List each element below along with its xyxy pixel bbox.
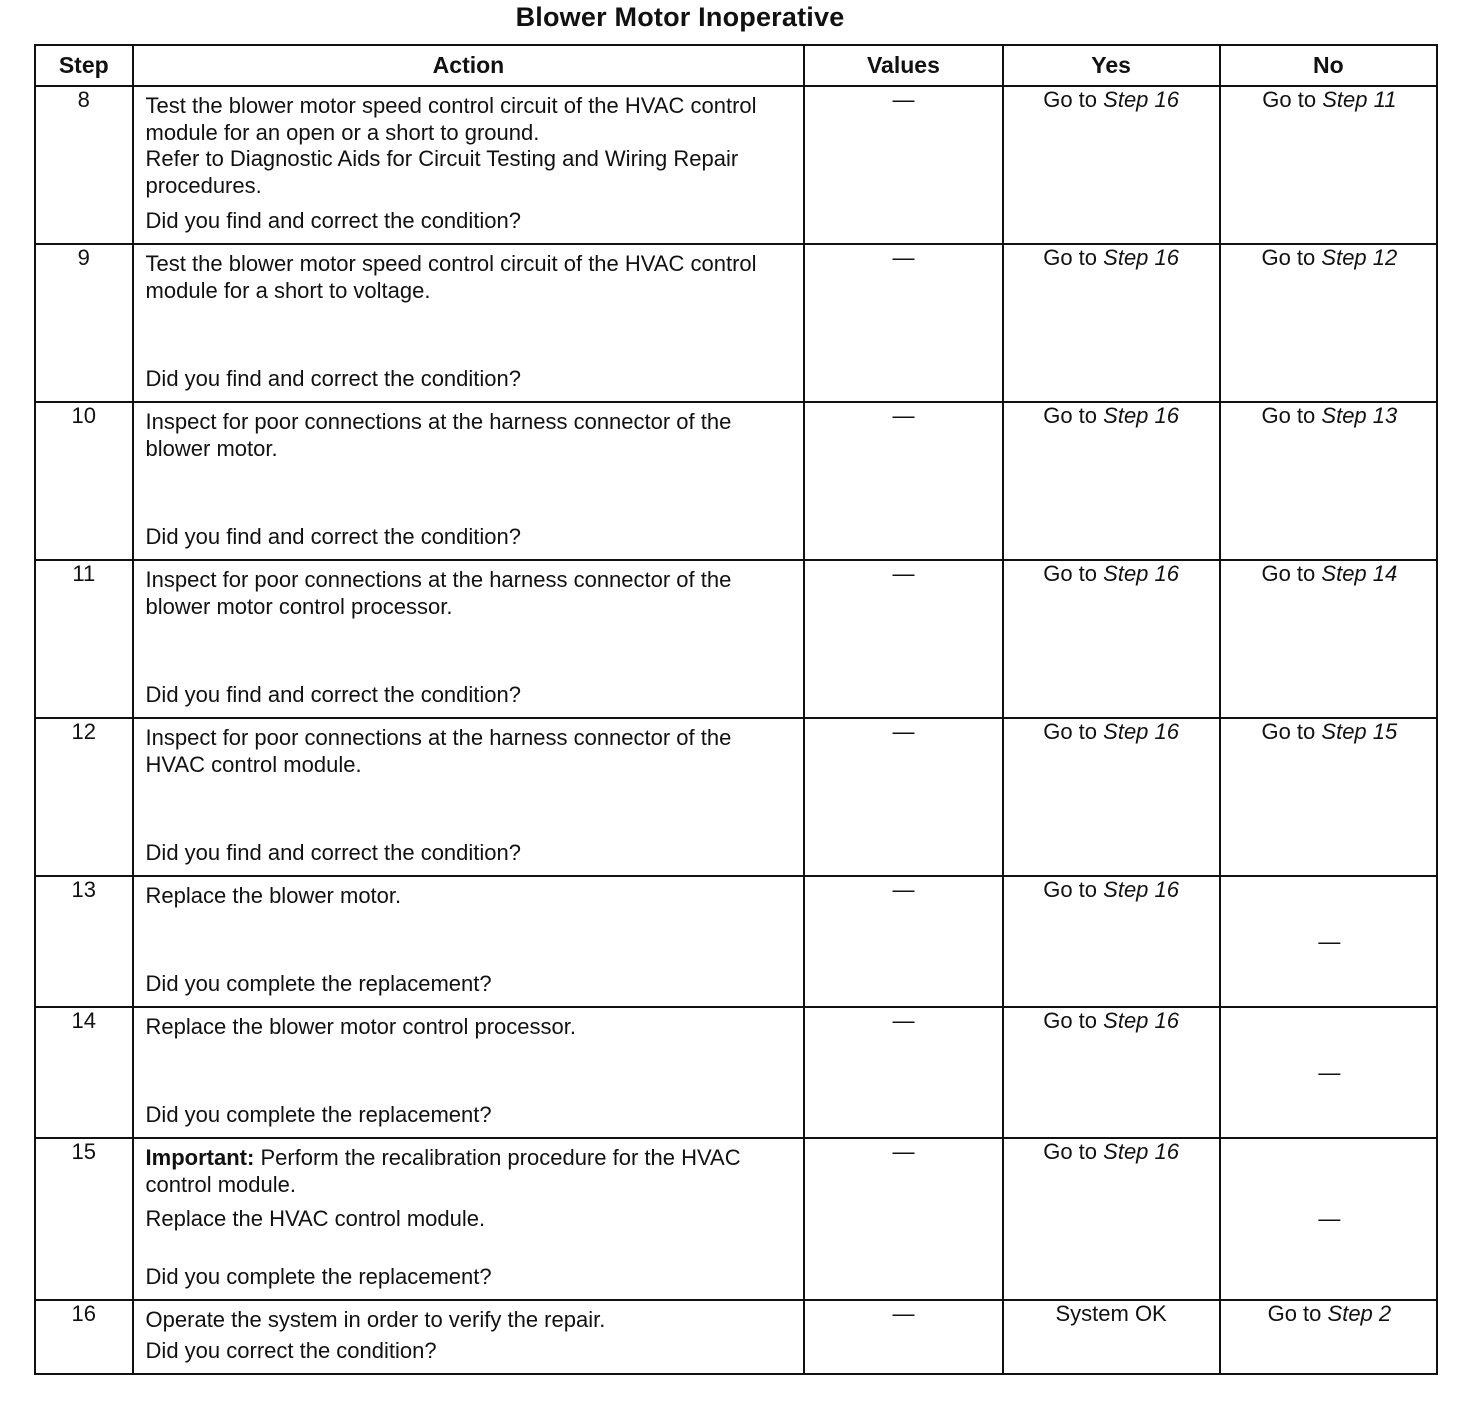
table-row: [35, 1007, 1437, 1138]
action-text: Operate the system in order to verify the repair.: [145, 1307, 606, 1332]
goto-prefix: Go to: [1043, 877, 1098, 902]
goto-prefix: Go to: [1043, 245, 1098, 270]
goto-prefix: Go to: [1043, 87, 1098, 112]
goto-prefix: Go to: [1261, 719, 1316, 744]
no-cell: [1220, 86, 1437, 244]
important-text: Perform the recalibration procedure for the HVAC control module.: [145, 1145, 741, 1197]
header-action: Action: [133, 45, 805, 86]
action-question: Did you complete the replacement?: [145, 970, 492, 996]
action-question: Did you complete the replacement?: [145, 1263, 492, 1289]
values-cell: —: [804, 1007, 1002, 1138]
action-text: Inspect for poor connections at the harness connector of the blower motor.: [145, 409, 732, 461]
action-text: Inspect for poor connections at the harness connector of the HVAC control module.: [145, 725, 732, 777]
yes-step-link[interactable]: Step 16: [1103, 245, 1179, 270]
action-question: Did you complete the replacement?: [145, 1101, 492, 1127]
page-title: Blower Motor Inoperative: [515, 2, 845, 32]
goto-prefix: Go to: [1267, 1301, 1322, 1326]
goto-prefix: Go to: [1261, 245, 1316, 270]
no-cell: [1220, 718, 1437, 876]
yes-result-text: System OK: [1055, 1301, 1167, 1326]
values-cell: —: [804, 1138, 1002, 1300]
yes-cell: [1003, 1300, 1220, 1374]
action-cell: [133, 244, 805, 402]
action-cell: [133, 560, 805, 718]
no-cell: [1220, 1007, 1437, 1138]
goto-prefix: Go to: [1261, 561, 1316, 586]
no-step-link[interactable]: Step 15: [1321, 719, 1398, 744]
no-cell: [1220, 244, 1437, 402]
goto-prefix: Go to: [1043, 403, 1098, 428]
action-text: Refer to Diagnostic Aids for Circuit Testing and Wiring Repair procedures.: [145, 146, 739, 198]
yes-step-link[interactable]: Step 16: [1103, 1139, 1179, 1164]
action-cell: [133, 402, 805, 560]
action-cell: [133, 876, 805, 1007]
goto-prefix: Go to: [1262, 87, 1317, 112]
diagnostic-table: [34, 44, 1438, 1375]
yes-cell: [1003, 244, 1220, 402]
action-question: Did you find and correct the condition?: [145, 523, 521, 549]
action-cell: [133, 718, 805, 876]
action-text: Test the blower motor speed control circuit of the HVAC control module for an open or a short to ground.: [145, 93, 757, 145]
action-cell: [133, 86, 805, 244]
action-cell: [133, 1007, 805, 1138]
yes-cell: [1003, 86, 1220, 244]
values-cell: —: [804, 718, 1002, 876]
step-number: 15: [35, 1138, 133, 1300]
header-step: Step: [35, 45, 133, 86]
no-result-text: —: [1318, 1059, 1341, 1085]
step-number: 12: [35, 718, 133, 876]
header-no: No: [1220, 45, 1437, 86]
no-step-link[interactable]: Step 13: [1321, 403, 1398, 428]
step-number: 11: [35, 560, 133, 718]
table-row: [35, 1300, 1437, 1374]
no-cell: [1220, 560, 1437, 718]
values-cell: —: [804, 244, 1002, 402]
table-row: [35, 86, 1437, 244]
header-values: Values: [804, 45, 1002, 86]
yes-step-link[interactable]: Step 16: [1103, 877, 1179, 902]
important-note: [146, 1145, 792, 1198]
action-cell: [133, 1300, 805, 1374]
yes-cell: [1003, 1138, 1220, 1300]
values-cell: —: [804, 402, 1002, 560]
no-step-link[interactable]: Step 14: [1321, 561, 1398, 586]
action-text: Test the blower motor speed control circuit of the HVAC control module for a short to voltage.: [145, 251, 757, 303]
important-label: Important:: [145, 1145, 255, 1170]
no-step-link[interactable]: Step 12: [1321, 245, 1398, 270]
table-header-row: [35, 45, 1437, 86]
no-cell: [1220, 1300, 1437, 1374]
step-number: 8: [35, 86, 133, 244]
table-row: [35, 876, 1437, 1007]
goto-prefix: Go to: [1043, 561, 1098, 586]
action-cell: [133, 1138, 805, 1300]
no-result-text: —: [1318, 1206, 1341, 1231]
yes-cell: [1003, 402, 1220, 560]
no-result-text: —: [1318, 928, 1341, 954]
step-number: 14: [35, 1007, 133, 1138]
yes-step-link[interactable]: Step 16: [1103, 719, 1179, 744]
table-row: [35, 718, 1437, 876]
header-yes: Yes: [1003, 45, 1220, 86]
action-text: Replace the blower motor.: [145, 883, 402, 908]
step-number: 13: [35, 876, 133, 1007]
action-text: Inspect for poor connections at the harness connector of the blower motor control processor.: [145, 567, 732, 619]
yes-cell: [1003, 718, 1220, 876]
yes-step-link[interactable]: Step 16: [1103, 1008, 1179, 1033]
no-cell: [1220, 876, 1437, 1007]
yes-step-link[interactable]: Step 16: [1103, 561, 1179, 586]
goto-prefix: Go to: [1043, 719, 1098, 744]
step-number: 9: [35, 244, 133, 402]
table-body: [35, 86, 1437, 1374]
no-cell: [1220, 1138, 1437, 1300]
action-question: Did you find and correct the condition?: [145, 839, 521, 865]
step-number: 16: [35, 1300, 133, 1374]
values-cell: —: [804, 876, 1002, 1007]
action-text: Replace the HVAC control module.: [145, 1206, 486, 1231]
goto-prefix: Go to: [1043, 1139, 1098, 1164]
goto-prefix: Go to: [1043, 1008, 1098, 1033]
yes-step-link[interactable]: Step 16: [1103, 403, 1179, 428]
no-step-link[interactable]: Step 2: [1327, 1301, 1392, 1326]
yes-cell: [1003, 560, 1220, 718]
action-question: Did you find and correct the condition?: [145, 681, 521, 707]
values-cell: —: [804, 560, 1002, 718]
action-question: Did you correct the condition?: [145, 1337, 437, 1363]
no-cell: [1220, 402, 1437, 560]
values-cell: —: [804, 86, 1002, 244]
table-row: [35, 402, 1437, 560]
action-text: Replace the blower motor control processor.: [145, 1014, 576, 1039]
action-question: Did you find and correct the condition?: [145, 207, 521, 233]
table-row: [35, 560, 1437, 718]
goto-prefix: Go to: [1261, 403, 1316, 428]
step-number: 10: [35, 402, 133, 560]
table-row: [35, 1138, 1437, 1300]
no-step-link[interactable]: Step 11: [1322, 87, 1397, 112]
action-question: Did you find and correct the condition?: [145, 365, 521, 391]
yes-cell: [1003, 876, 1220, 1007]
values-cell: —: [804, 1300, 1002, 1374]
yes-step-link[interactable]: Step 16: [1103, 87, 1179, 112]
table-row: [35, 244, 1437, 402]
yes-cell: [1003, 1007, 1220, 1138]
